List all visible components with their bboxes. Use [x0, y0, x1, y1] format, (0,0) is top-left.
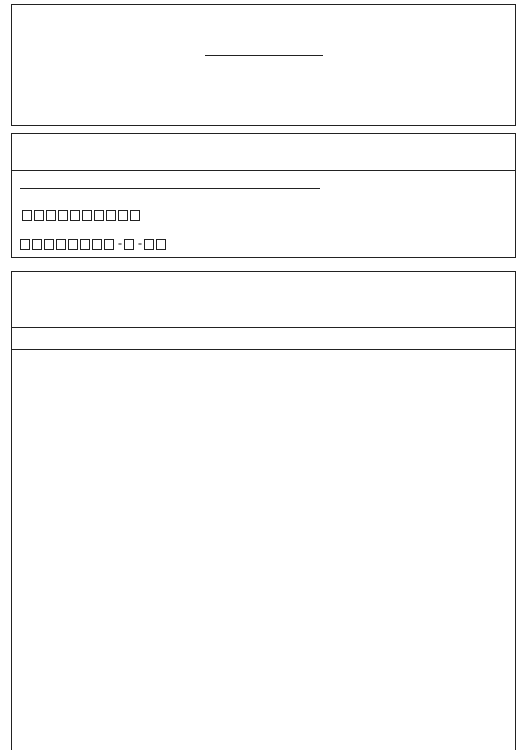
section-net-revenue: [11, 271, 516, 750]
form-header: [11, 4, 516, 126]
tax-number-boxes[interactable]: - -: [20, 236, 168, 250]
header-line-1: [12, 45, 515, 60]
tax-id-boxes[interactable]: [22, 207, 142, 221]
tax-number-row: [16, 236, 168, 251]
section-header: [12, 134, 515, 171]
taxpayer-name-field[interactable]: [20, 178, 320, 189]
tax-id-row: [16, 207, 142, 222]
taxpayer-name-row: [16, 178, 320, 193]
section-header: [12, 272, 515, 302]
subsection-header: [12, 327, 515, 350]
municipality-field[interactable]: [205, 45, 323, 56]
section-taxpayer: [11, 133, 516, 258]
